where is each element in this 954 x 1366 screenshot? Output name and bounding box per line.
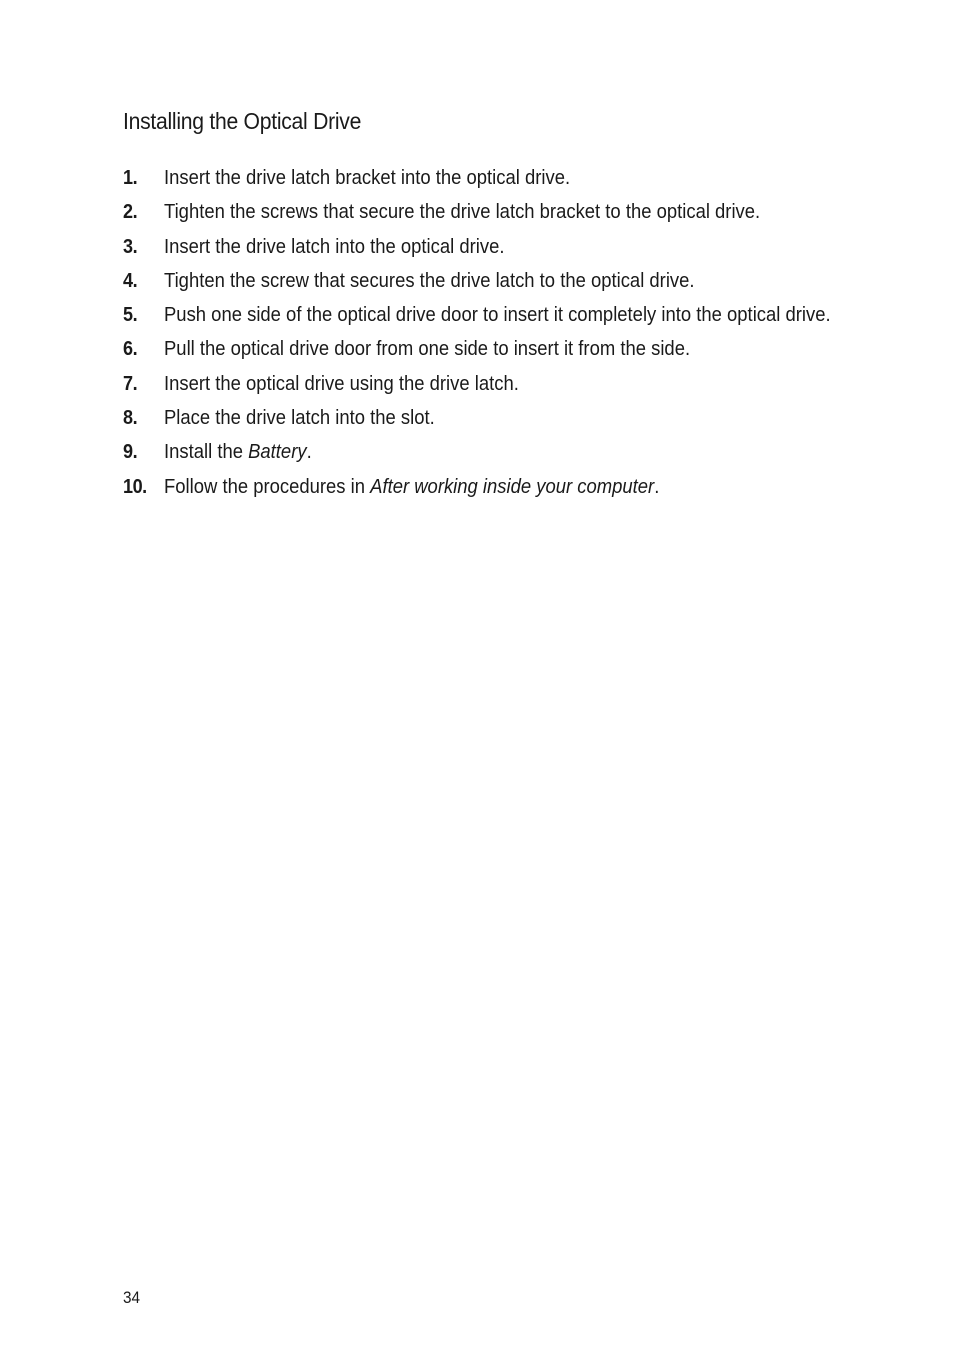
step-text-suffix: . bbox=[306, 440, 312, 464]
step-item bbox=[123, 233, 863, 260]
step-number: 1. bbox=[123, 166, 138, 189]
step-text-prefix: Install the bbox=[164, 440, 249, 464]
step-number: 5. bbox=[123, 303, 138, 327]
step-text: Tighten the screw that secures the drive latch to the optical drive. bbox=[164, 268, 695, 292]
after-working-inside-computer-link[interactable]: After working inside your computer bbox=[370, 474, 655, 498]
step-number: 4. bbox=[123, 268, 138, 292]
step-number: 8. bbox=[123, 406, 138, 430]
step-text bbox=[164, 438, 862, 465]
step-text: Place the drive latch into the slot. bbox=[164, 406, 435, 430]
step-item bbox=[123, 335, 863, 362]
step-text bbox=[164, 473, 862, 500]
step-item bbox=[123, 164, 863, 191]
step-number: 9. bbox=[123, 440, 138, 464]
step-item bbox=[123, 370, 863, 397]
step-number: 2. bbox=[123, 200, 138, 224]
step-text: Push one side of the optical drive door to insert it completely into the optical drive. bbox=[164, 303, 831, 327]
page-number: 34 bbox=[123, 1288, 141, 1307]
step-number: 7. bbox=[123, 371, 138, 395]
step-item bbox=[123, 301, 863, 328]
step-item bbox=[123, 473, 863, 500]
step-item bbox=[123, 198, 863, 225]
step-text: Tighten the screws that secure the drive latch bracket to the optical drive. bbox=[164, 200, 761, 224]
step-number: 6. bbox=[123, 337, 138, 361]
step-item bbox=[123, 267, 863, 294]
step-text: Insert the drive latch into the optical drive. bbox=[164, 234, 505, 258]
battery-link[interactable]: Battery bbox=[248, 440, 307, 464]
step-number: 3. bbox=[123, 234, 138, 258]
procedure-steps bbox=[123, 164, 863, 507]
step-item bbox=[123, 404, 863, 431]
step-text: Insert the optical drive using the drive latch. bbox=[164, 371, 519, 395]
step-text: Insert the drive latch bracket into the optical drive. bbox=[164, 166, 571, 189]
step-text: Pull the optical drive door from one side to insert it from the side. bbox=[164, 337, 691, 361]
section-title: Installing the Optical Drive bbox=[123, 108, 362, 134]
step-item bbox=[123, 438, 863, 465]
step-text-prefix: Follow the procedures in bbox=[164, 474, 371, 498]
step-number: 10. bbox=[123, 474, 147, 498]
step-text-suffix: . bbox=[654, 474, 660, 498]
